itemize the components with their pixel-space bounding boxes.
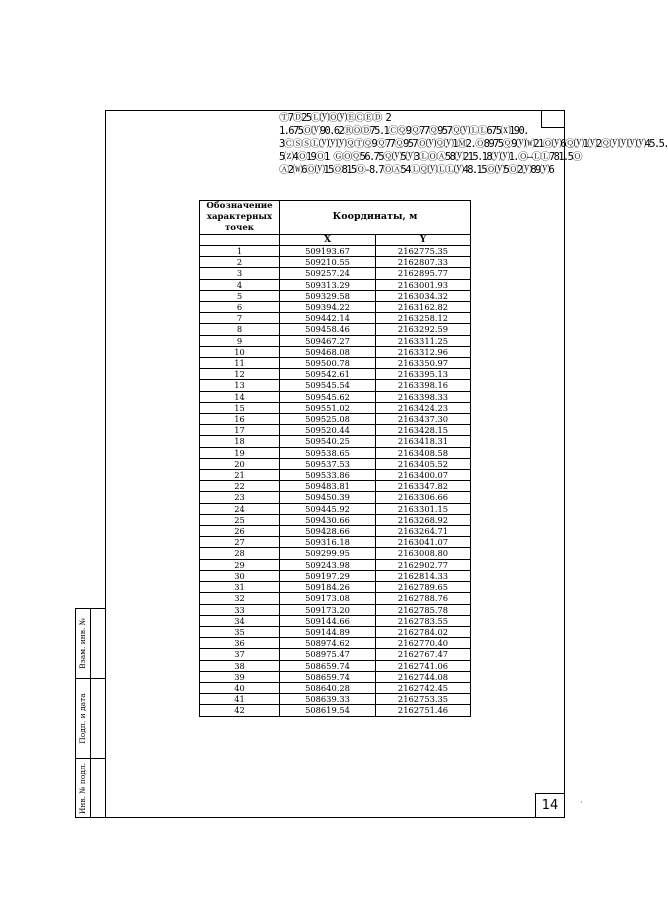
y-coordinate-cell: 2163264.71 [376, 526, 471, 537]
table-row [200, 626, 471, 637]
stamp-label-replacement-inventory: Взам. инв. № [78, 617, 88, 669]
table-row [200, 514, 471, 525]
point-number-cell: 2 [200, 257, 280, 268]
table-row [200, 559, 471, 570]
point-number-cell: 25 [200, 514, 280, 525]
y-coordinate-cell: 2163008.80 [376, 548, 471, 559]
x-coordinate-cell: 509551.02 [280, 402, 376, 413]
y-coordinate-cell: 2162744.08 [376, 671, 471, 682]
point-number-cell: 24 [200, 503, 280, 514]
x-coordinate-cell: 509243.98 [280, 559, 376, 570]
y-coordinate-cell: 2162742.45 [376, 682, 471, 693]
y-coordinate-cell: 2163301.15 [376, 503, 471, 514]
y-coordinate-cell: 2163405.52 [376, 458, 471, 469]
y-coordinate-cell: 2163408.58 [376, 447, 471, 458]
y-coordinate-cell: 2162753.35 [376, 694, 471, 705]
table-row [200, 470, 471, 481]
x-coordinate-cell: 509500.78 [280, 358, 376, 369]
stamp-divider [90, 608, 91, 818]
y-coordinate-cell: 2162788.76 [376, 593, 471, 604]
y-coordinate-cell: 2162814.33 [376, 570, 471, 581]
table-row [200, 671, 471, 682]
x-coordinate-cell: 509533.86 [280, 470, 376, 481]
table-row [200, 358, 471, 369]
point-number-cell: 39 [200, 671, 280, 682]
table-row [200, 649, 471, 660]
point-number-cell: 9 [200, 335, 280, 346]
x-coordinate-cell: 509442.14 [280, 313, 376, 324]
point-number-cell: 30 [200, 570, 280, 581]
x-coordinate-cell: 509430.66 [280, 514, 376, 525]
y-coordinate-cell: 2162784.02 [376, 626, 471, 637]
x-coordinate-cell: 509428.66 [280, 526, 376, 537]
x-coordinate-cell: 509545.54 [280, 380, 376, 391]
point-number-cell: 42 [200, 705, 280, 716]
x-coordinate-cell: 508659.74 [280, 660, 376, 671]
y-coordinate-cell: 2163395.13 [376, 369, 471, 380]
y-coordinate-cell: 2163398.33 [376, 391, 471, 402]
table-row [200, 380, 471, 391]
stamp-strip [75, 608, 105, 818]
x-coordinate-cell: 509184.26 [280, 582, 376, 593]
y-coordinate-cell: 2163292.59 [376, 324, 471, 335]
y-coordinate-cell: 2163258.12 [376, 313, 471, 324]
point-number-cell: 18 [200, 436, 280, 447]
x-coordinate-cell: 509316.18 [280, 537, 376, 548]
y-coordinate-cell: 2163034.32 [376, 290, 471, 301]
stray-mark: ʼ [580, 800, 583, 809]
point-number-cell: 33 [200, 604, 280, 615]
header-line: 1.675Ⓞ⒴90.62ⓇⓄⒹ75.1ⒸⓆ9Ⓠ77Ⓠ957Ⓠ⒴ⓁⓁ675⒳190. [279, 125, 528, 137]
y-coordinate-cell: 2163041.07 [376, 537, 471, 548]
coordinates-table [199, 200, 471, 717]
point-number-cell: 40 [200, 682, 280, 693]
table-row [200, 246, 471, 257]
table-row [200, 593, 471, 604]
table-row [200, 425, 471, 436]
x-coordinate-cell: 509210.55 [280, 257, 376, 268]
y-coordinate-cell: 2163418.31 [376, 436, 471, 447]
y-coordinate-cell: 2162741.06 [376, 660, 471, 671]
point-number-cell: 3 [200, 268, 280, 279]
point-number-cell: 29 [200, 559, 280, 570]
table-row [200, 615, 471, 626]
table-row [200, 279, 471, 290]
x-coordinate-cell: 508659.74 [280, 671, 376, 682]
x-coordinate-cell: 509520.44 [280, 425, 376, 436]
y-coordinate-cell: 2162767.47 [376, 649, 471, 660]
y-coordinate-cell: 2162751.46 [376, 705, 471, 716]
point-number-cell: 22 [200, 481, 280, 492]
point-number-cell: 20 [200, 458, 280, 469]
table-row [200, 313, 471, 324]
x-coordinate-cell: 509197.29 [280, 570, 376, 581]
x-coordinate-cell: 508639.33 [280, 694, 376, 705]
header-x: X [280, 235, 376, 246]
header-y: Y [376, 235, 471, 246]
x-coordinate-cell: 509540.25 [280, 436, 376, 447]
point-number-cell: 27 [200, 537, 280, 548]
table-row [200, 548, 471, 559]
stamp-label-original-inventory: Инв. № подл. [78, 762, 88, 814]
point-number-cell: 21 [200, 470, 280, 481]
table-row [200, 257, 471, 268]
table-row [200, 324, 471, 335]
header-point: Обозначение характерных точек [200, 201, 280, 235]
y-coordinate-cell: 2163306.66 [376, 492, 471, 503]
x-coordinate-cell: 508619.54 [280, 705, 376, 716]
point-number-cell: 23 [200, 492, 280, 503]
point-number-cell: 37 [200, 649, 280, 660]
x-coordinate-cell: 509173.08 [280, 593, 376, 604]
table-row [200, 447, 471, 458]
table-row [200, 391, 471, 402]
y-coordinate-cell: 2162807.33 [376, 257, 471, 268]
point-number-cell: 17 [200, 425, 280, 436]
y-coordinate-cell: 2162789.65 [376, 582, 471, 593]
y-coordinate-cell: 2162902.77 [376, 559, 471, 570]
table-row [200, 705, 471, 716]
point-number-cell: 1 [200, 246, 280, 257]
y-coordinate-cell: 2162775.35 [376, 246, 471, 257]
x-coordinate-cell: 509537.53 [280, 458, 376, 469]
table-row [200, 694, 471, 705]
point-number-cell: 11 [200, 358, 280, 369]
point-number-cell: 4 [200, 279, 280, 290]
table-row [200, 436, 471, 447]
x-coordinate-cell: 509525.08 [280, 414, 376, 425]
table-row [200, 335, 471, 346]
x-coordinate-cell: 509299.95 [280, 548, 376, 559]
point-number-cell: 5 [200, 290, 280, 301]
table-row [200, 346, 471, 357]
y-coordinate-cell: 2163428.15 [376, 425, 471, 436]
point-number-cell: 12 [200, 369, 280, 380]
table-row [200, 582, 471, 593]
header-text-block [279, 112, 668, 177]
table-row [200, 503, 471, 514]
x-coordinate-cell: 509545.62 [280, 391, 376, 402]
x-coordinate-cell: 509329.58 [280, 290, 376, 301]
point-number-cell: 41 [200, 694, 280, 705]
point-number-cell: 19 [200, 447, 280, 458]
point-number-cell: 28 [200, 548, 280, 559]
x-coordinate-cell: 509467.27 [280, 335, 376, 346]
x-coordinate-cell: 508640.28 [280, 682, 376, 693]
y-coordinate-cell: 2163312.96 [376, 346, 471, 357]
point-number-cell: 6 [200, 302, 280, 313]
table-row [200, 414, 471, 425]
header-line: 3ⒸⓈⓈⓁ⒴⒴⒴ⓆⓉⓆ9Ⓠ77Ⓠ957Ⓞ⒴Ⓠ⒴1Ⓜ2.Ⓞ8975Ⓠ9⒴⒲21Ⓞ⒴6Ⓠ⒴1⒴2Ⓠ⒴⒴⒴⒴45.5. [279, 138, 668, 150]
table-row [200, 570, 471, 581]
x-coordinate-cell: 509445.92 [280, 503, 376, 514]
x-coordinate-cell: 508974.62 [280, 638, 376, 649]
x-coordinate-cell: 508975.47 [280, 649, 376, 660]
y-coordinate-cell: 2162783.55 [376, 615, 471, 626]
x-coordinate-cell: 509483.81 [280, 481, 376, 492]
page-number: 14 [535, 793, 565, 818]
header-line: Ⓣ7Ⓓ25Ⓛ⒴Ⓞ⒴ⒺⒸⒺⒹ 2 [279, 112, 391, 124]
y-coordinate-cell: 2162770.40 [376, 638, 471, 649]
header-line: 5⒵4Ⓞ19Ⓞ1 ⒼⓄⓆ56.75Ⓠ⒴5⒴3ⓁⓄⒶ58⒴215.18⒴⒴1.Ⓞ—ⓁⓁ781.5Ⓞ [279, 151, 582, 163]
point-number-cell: 14 [200, 391, 280, 402]
point-number-cell: 34 [200, 615, 280, 626]
table-row [200, 682, 471, 693]
x-coordinate-cell: 509144.89 [280, 626, 376, 637]
y-coordinate-cell: 2162895.77 [376, 268, 471, 279]
table-row [200, 458, 471, 469]
x-coordinate-cell: 509144.66 [280, 615, 376, 626]
x-coordinate-cell: 509450.39 [280, 492, 376, 503]
y-coordinate-cell: 2162785.78 [376, 604, 471, 615]
point-number-cell: 38 [200, 660, 280, 671]
y-coordinate-cell: 2163311.25 [376, 335, 471, 346]
coordinates-table-body [200, 246, 471, 717]
point-number-cell: 8 [200, 324, 280, 335]
x-coordinate-cell: 509257.24 [280, 268, 376, 279]
x-coordinate-cell: 509458.46 [280, 324, 376, 335]
x-coordinate-cell: 509193.67 [280, 246, 376, 257]
y-coordinate-cell: 2163350.97 [376, 358, 471, 369]
table-row [200, 492, 471, 503]
table-row [200, 369, 471, 380]
x-coordinate-cell: 509538.65 [280, 447, 376, 458]
y-coordinate-cell: 2163398.16 [376, 380, 471, 391]
table-row [200, 604, 471, 615]
y-coordinate-cell: 2163400.07 [376, 470, 471, 481]
header-line: Ⓐ2⒲6Ⓞ⒴15Ⓞ815Ⓞ-8.7ⓄⒶ54ⓁⓆ⒴ⓁⓁ⒴48.15Ⓞ⒴5Ⓞ2⒴89⒴6 [279, 164, 554, 176]
point-number-cell: 16 [200, 414, 280, 425]
table-row [200, 290, 471, 301]
table-row [200, 526, 471, 537]
x-coordinate-cell: 509394.22 [280, 302, 376, 313]
stamp-label-signature-date: Подп. и дата [78, 692, 88, 744]
header-blank-cell [200, 235, 280, 246]
y-coordinate-cell: 2163268.92 [376, 514, 471, 525]
table-row [200, 302, 471, 313]
table-row [200, 537, 471, 548]
point-number-cell: 26 [200, 526, 280, 537]
point-number-cell: 7 [200, 313, 280, 324]
point-number-cell: 10 [200, 346, 280, 357]
y-coordinate-cell: 2163162.82 [376, 302, 471, 313]
x-coordinate-cell: 509542.61 [280, 369, 376, 380]
point-number-cell: 36 [200, 638, 280, 649]
table-row [200, 481, 471, 492]
y-coordinate-cell: 2163424.23 [376, 402, 471, 413]
y-coordinate-cell: 2163347.82 [376, 481, 471, 492]
y-coordinate-cell: 2163437.30 [376, 414, 471, 425]
point-number-cell: 35 [200, 626, 280, 637]
table-row [200, 638, 471, 649]
x-coordinate-cell: 509313.29 [280, 279, 376, 290]
table-row [200, 268, 471, 279]
point-number-cell: 31 [200, 582, 280, 593]
point-number-cell: 13 [200, 380, 280, 391]
x-coordinate-cell: 509173.20 [280, 604, 376, 615]
point-number-cell: 32 [200, 593, 280, 604]
header-coordinates: Координаты, м [280, 201, 471, 235]
y-coordinate-cell: 2163001.93 [376, 279, 471, 290]
table-row [200, 402, 471, 413]
x-coordinate-cell: 509468.08 [280, 346, 376, 357]
table-row [200, 660, 471, 671]
point-number-cell: 15 [200, 402, 280, 413]
